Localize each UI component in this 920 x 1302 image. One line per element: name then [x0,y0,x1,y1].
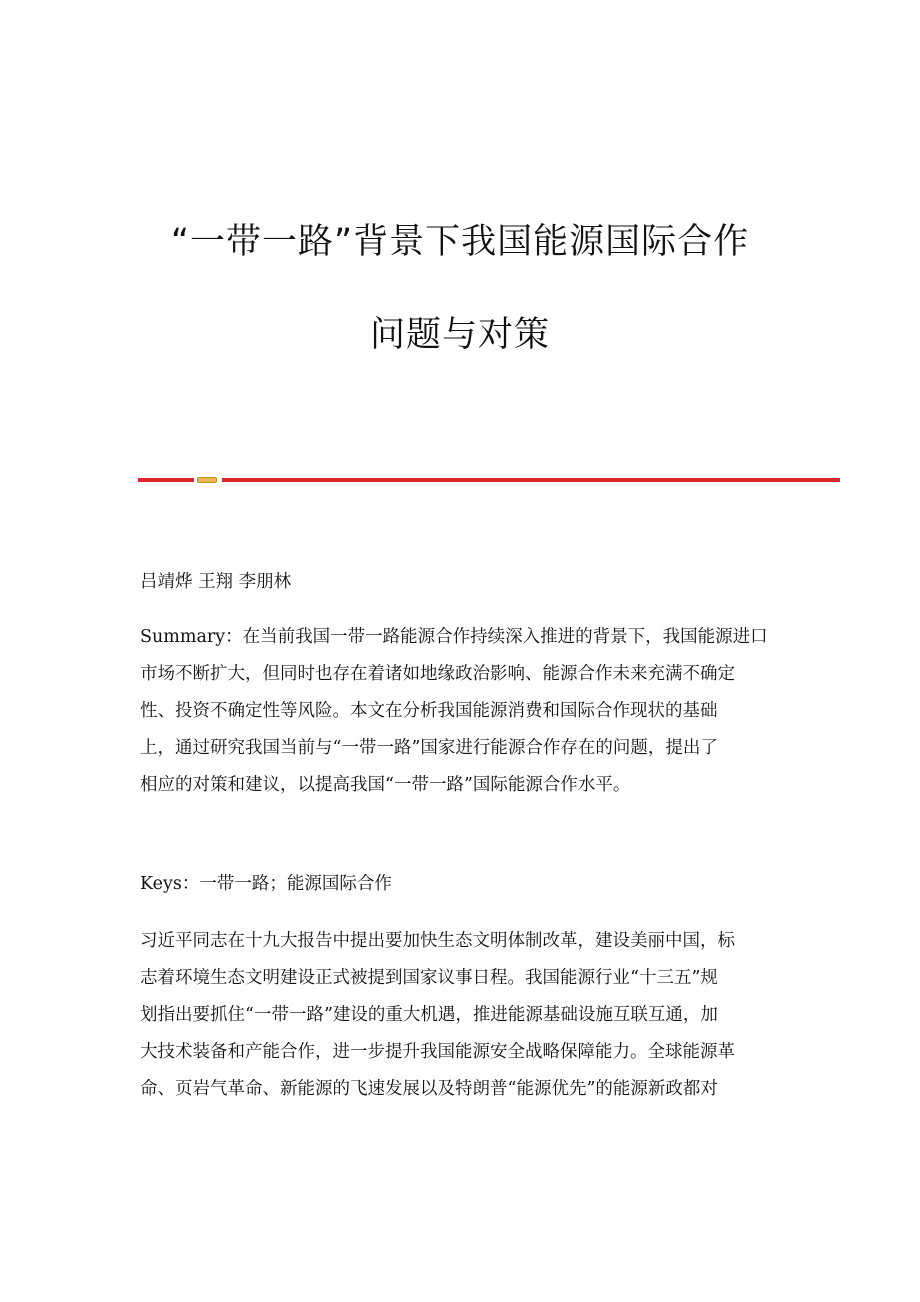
body-line: 命、页岩气革命、新能源的飞速发展以及特朗普“能源优先”的能源新政都对 [140,1079,718,1099]
summary-line: Summary：在当前我国一带一路能源合作持续深入推进的背景下，我国能源进口 [140,627,768,647]
title-line-2: 问题与对策 [369,315,550,355]
divider-line-left [138,478,194,482]
summary-line: 上，通过研究我国当前与“一带一路”国家进行能源合作存在的问题，提出了 [140,738,718,758]
divider-line-right [222,478,840,482]
body-line: 大技术装备和产能合作，进一步提升我国能源安全战略保障能力。全球能源革 [140,1042,735,1062]
body-line: 志着环境生态文明建设正式被提到国家议事日程。我国能源行业“十三五”规 [140,968,718,988]
summary-paragraph [140,619,780,804]
summary-line: 性、投资不确定性等风险。本文在分析我国能源消费和国际合作现状的基础 [140,701,718,721]
title-line-1: “一带一路”背景下我国能源国际合作 [170,222,750,262]
keywords-line: Keys：一带一路；能源国际合作 [140,874,392,894]
divider-ornament-icon [197,477,217,483]
summary-line: 相应的对策和建议，以提高我国“一带一路”国际能源合作水平。 [140,775,631,795]
body-paragraph [140,923,780,1108]
body-line: 习近平同志在十九大报告中提出要加快生态文明体制改革，建设美丽中国，标 [140,931,735,951]
author-line: 吕靖烨 王翔 李朋林 [140,572,292,592]
body-line: 划指出要抓住“一带一路”建设的重大机遇，推进能源基础设施互联互通，加 [140,1005,718,1025]
summary-line: 市场不断扩大，但同时也存在着诸如地缘政治影响、能源合作未来充满不确定 [140,664,735,684]
title-divider [138,477,840,483]
